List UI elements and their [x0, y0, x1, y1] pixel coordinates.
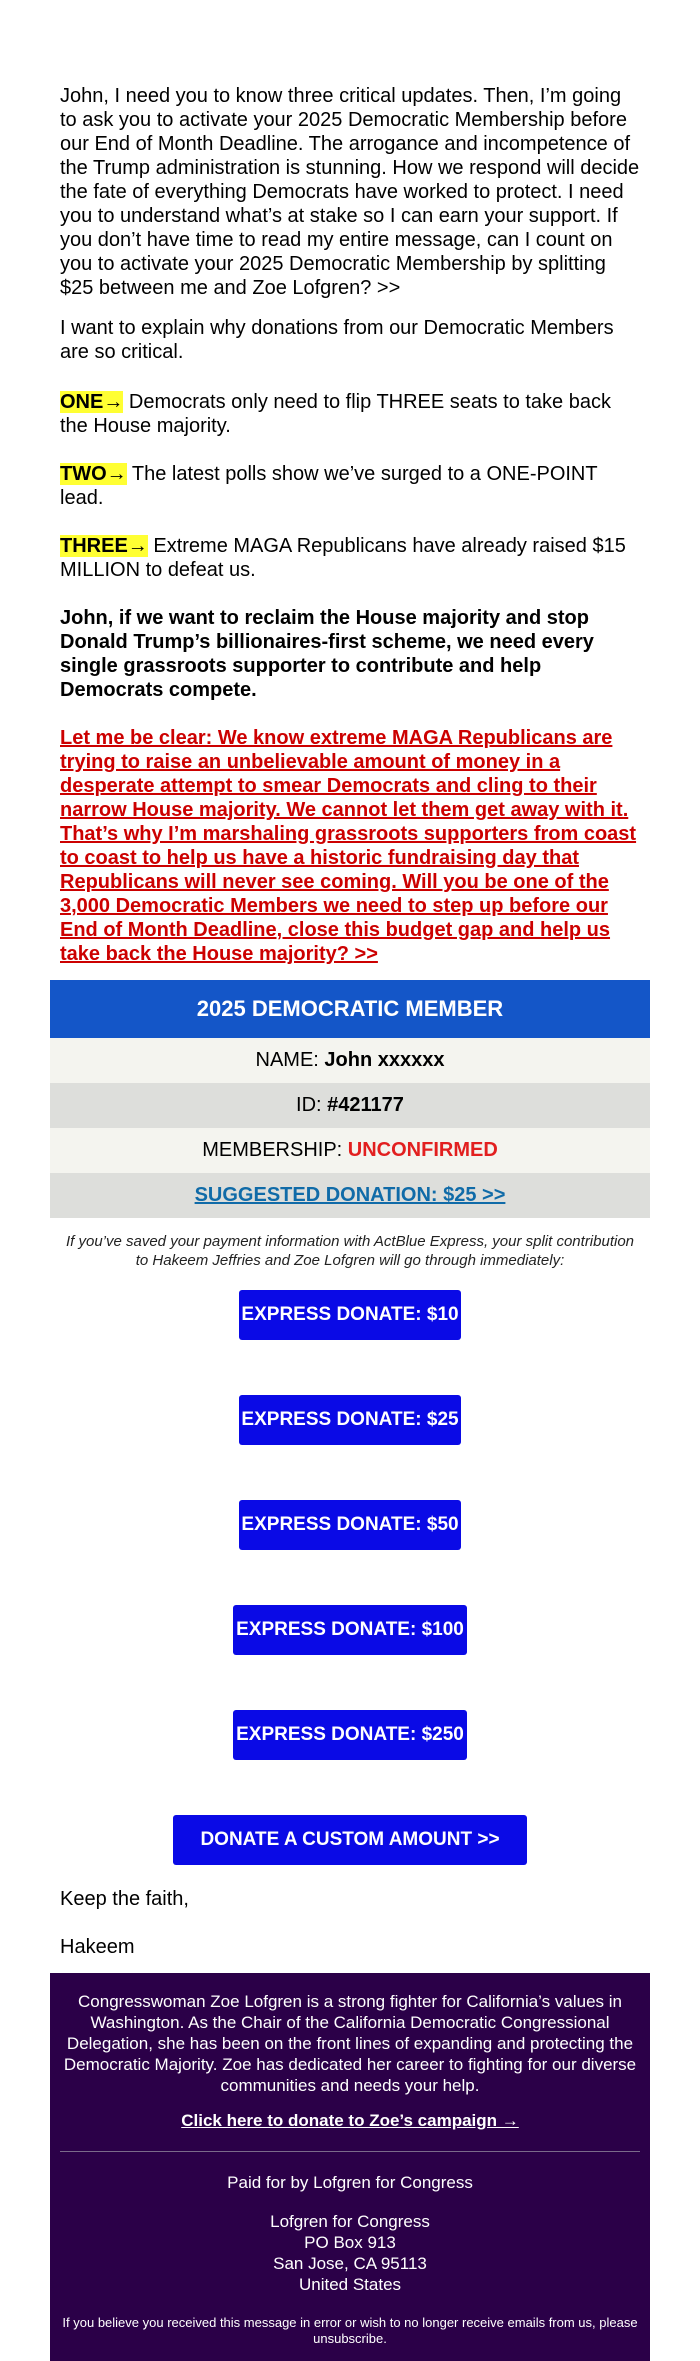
red-donate-link[interactable]: Let me be clear: We know extreme MAGA Republicans are trying to raise an unbelievable amount of money in a desperate attempt to smear Democrats and cling to their narrow House majority. We cannot let them get away with it. That’s why I’m marshaling grassroots supporters from coast to coast to help us have a historic fundraising day that Republicans will never see coming. Will you be one of the 3,000 Democratic Members we need to step up before our End of Month Deadline, close this budget gap and help us take back the House majority? >>: [60, 727, 637, 965]
arrow-right-icon: →: [106, 463, 127, 485]
message-content: [50, 84, 650, 966]
point-three: [60, 534, 640, 582]
point-text: The latest polls show we’ve surged to a ONE-POINT lead.: [60, 463, 598, 509]
express-donate-10-button[interactable]: EXPRESS DONATE: $10 >>: [239, 1290, 461, 1340]
express-donate-250-button[interactable]: EXPRESS DONATE: $250 >>: [233, 1710, 467, 1760]
candidate-bio: Congresswoman Zoe Lofgren is a strong fighter for California’s values in Washington. As the Chair of the California Democratic Congressional Delegation, she has been on the front lines of expanding and protecting the Democratic Majority. Zoe has dedicated her career to fighting for our diverse communities and needs your help.: [63, 1992, 637, 2095]
member-name-row: [50, 1038, 650, 1083]
address-line: Lofgren for Congress: [270, 2212, 430, 2231]
membership-label: MEMBERSHIP:: [202, 1139, 348, 1161]
closing-line: Keep the faith,: [60, 1888, 189, 1910]
why-paragraph: I want to explain why donations from our Democratic Members are so critical.: [60, 317, 614, 363]
unsubscribe-notice[interactable]: If you believe you received this message in error or wish to no longer receive emails from us, please unsubscribe.: [62, 2315, 638, 2346]
point-text: Democrats only need to flip THREE seats to take back the House majority.: [60, 391, 611, 437]
call-to-action-paragraph: John, if we want to reclaim the House majority and stop Donald Trump’s billionaires-first scheme, we need every single grassroots supporter to contribute and help Democrats compete.: [60, 607, 594, 701]
address-line: PO Box 913: [304, 2233, 396, 2252]
membership-status-row: [50, 1128, 650, 1173]
donate-zoe-link[interactable]: Click here to donate to Zoe’s campaign →: [181, 2111, 519, 2130]
point-one: [60, 390, 640, 438]
arrow-right-icon: →: [103, 391, 124, 413]
membership-card-title: 2025 DEMOCRATIC MEMBER: [50, 980, 650, 1038]
point-label: THREE: [60, 535, 128, 557]
footer: [50, 1973, 650, 2361]
point-two: [60, 462, 640, 510]
point-label: ONE: [60, 391, 104, 413]
mailing-address: [60, 2211, 640, 2295]
custom-amount-button[interactable]: DONATE A CUSTOM AMOUNT >>: [173, 1815, 527, 1865]
point-text: Extreme MAGA Republicans have already raised $15 MILLION to defeat us.: [60, 535, 626, 581]
id-value: #421177: [327, 1094, 404, 1116]
express-donate-50-button[interactable]: EXPRESS DONATE: $50 >>: [239, 1500, 461, 1550]
express-donate-25-button[interactable]: EXPRESS DONATE: $25 >>: [239, 1395, 461, 1445]
intro-paragraph: John, I need you to know three critical updates. Then, I’m going to ask you to activate your 2025 Democratic Membership before our End of Month Deadline. The arrogance and incompetence of the Trump administration is stunning. How we respond will decide the fate of everything Democrats have worked to protect. I need you to understand what’s at stake so I can earn your support. If you don’t have time to read my entire message, can I count on you to activate your 2025 Democratic Membership by splitting $25 between me and Zoe Lofgren? >>: [60, 85, 640, 299]
email-body: [50, 0, 650, 2361]
arrow-right-icon: →: [127, 535, 148, 557]
express-donate-100-button[interactable]: EXPRESS DONATE: $100 >>: [233, 1605, 467, 1655]
member-id-row: [50, 1083, 650, 1128]
address-line: San Jose, CA 95113: [273, 2254, 427, 2273]
signature: Hakeem: [60, 1936, 135, 1958]
name-value: John xxxxxx: [324, 1049, 445, 1071]
footer-divider: [60, 2151, 640, 2152]
status-badge: UNCONFIRMED: [347, 1139, 498, 1161]
suggested-donation-row: [50, 1173, 650, 1218]
id-label: ID:: [296, 1094, 328, 1116]
membership-card: [50, 980, 650, 1218]
address-line: United States: [298, 2275, 402, 2294]
suggested-donation-link[interactable]: SUGGESTED DONATION: $25 >>: [194, 1184, 506, 1206]
paid-for-disclaimer: Paid for by Lofgren for Congress: [227, 2173, 473, 2192]
name-label: NAME:: [255, 1049, 325, 1071]
signature-block: [50, 1887, 650, 1959]
point-label: TWO: [60, 463, 107, 485]
actblue-express-note: If you’ve saved your payment information with ActBlue Express, your split contribution to Hakeem Jeffries and Zoe Lofgren will go through immediately:: [65, 1233, 635, 1269]
